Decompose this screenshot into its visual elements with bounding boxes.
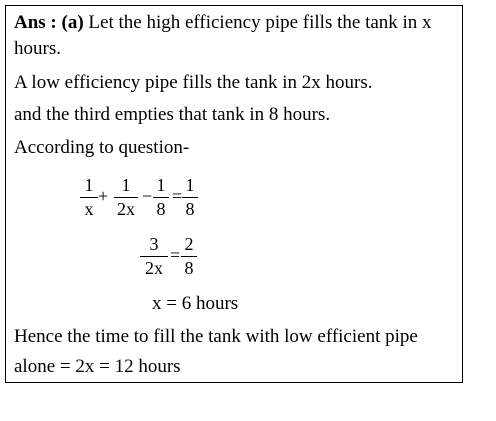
eq1-den-3: 8 [156,199,166,219]
eq1-op-equals: = [172,186,183,206]
eq1-op-minus: − [142,186,153,206]
answer-line-5: According to question- [14,137,190,158]
equation-3: x = 6 hours [152,293,239,314]
eq1-num-4: 1 [185,175,195,195]
eq2-den-2: 8 [184,258,194,278]
eq1-den-1: x [84,199,94,219]
answer-line-4: and the third empties that tank in 8 hours. [14,104,331,125]
answer-line-3: A low efficiency pipe fills the tank in 2x hours. [14,72,373,93]
ans-label: Ans : [14,12,57,33]
eq2-bar-2 [181,256,197,257]
eq2-num-2: 2 [184,234,194,254]
eq1-den-4: 8 [185,199,195,219]
answer-final-line-1: Hence the time to fill the tank with low efficient pipe [14,326,418,347]
eq1-num-1: 1 [84,175,94,195]
eq1-bar-3 [153,197,169,198]
answer-line-2: hours. [14,38,61,59]
eq1-op-plus: + [98,186,109,206]
eq1-num-3: 1 [156,175,166,195]
eq2-bar-1 [140,256,168,257]
eq1-bar-1 [80,197,98,198]
eq1-bar-4 [182,197,198,198]
answer-final-line-2: alone = 2x = 12 hours [14,356,181,377]
eq1-bar-2 [114,197,138,198]
answer-line-1 [14,12,432,34]
eq1-num-2: 1 [121,175,131,195]
eq2-den-1: 2x [145,258,163,278]
part-label: (a) [61,12,84,33]
answer-box [5,5,463,383]
eq2-num-1: 3 [149,234,159,254]
line1-text: Let the high efficiency pipe fills the tank in x [88,12,432,33]
eq2-op-equals: = [170,245,181,265]
eq1-den-2: 2x [117,199,135,219]
